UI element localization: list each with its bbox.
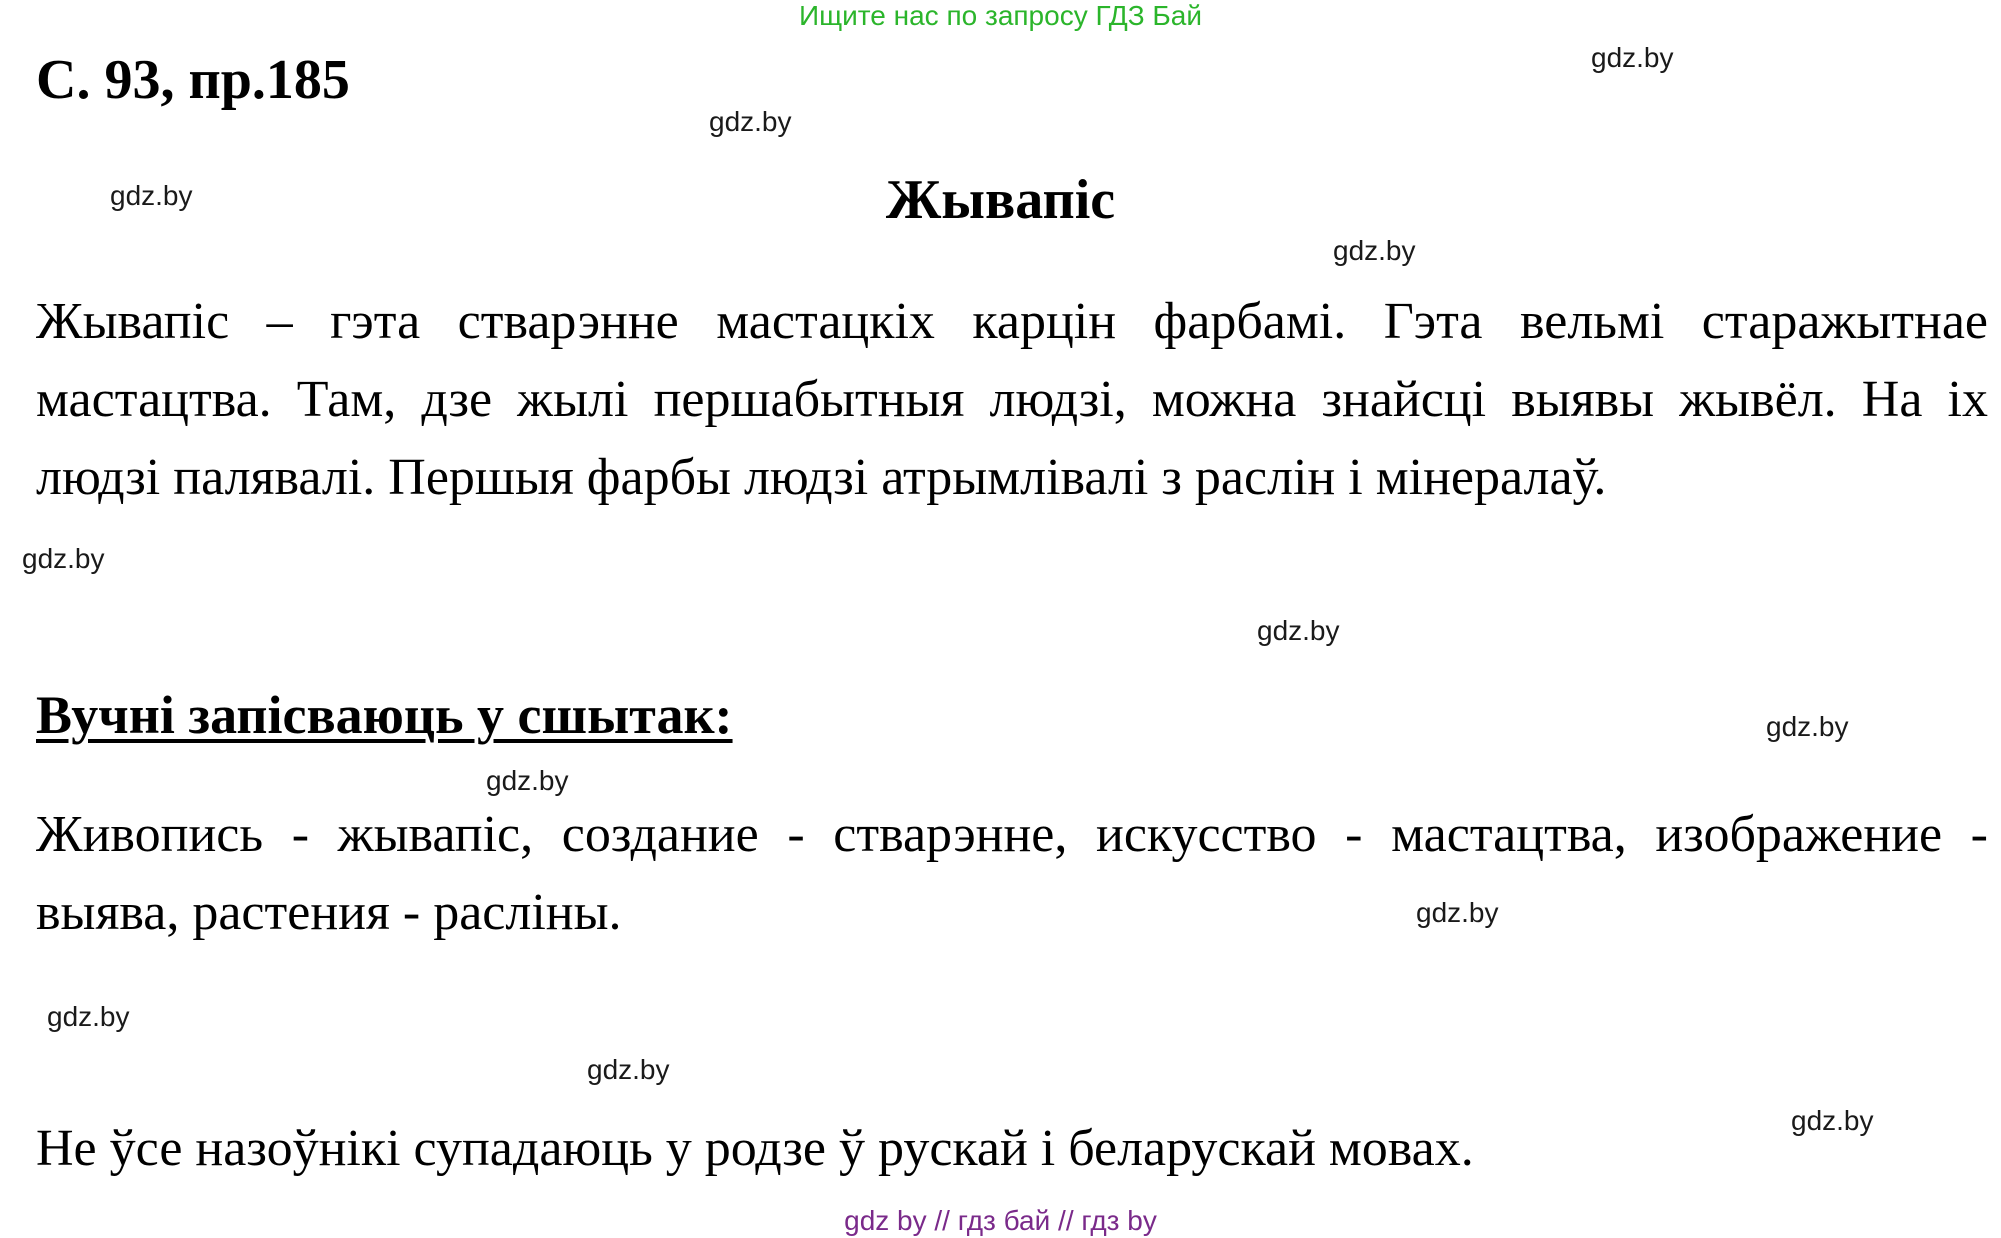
main-paragraph: Жывапіс – гэта стварэнне мастацкіх карцін фарбамі. Гэта вельмі старажытнае мастацтва. Там, дзе жылі першабытныя людзі, можна знайсці выявы жывёл. На іх людзі палявалі. Першыя фарбы людзі атрымлівалі з раслін і мінералаў.	[36, 293, 1988, 506]
search-banner: Ищите нас по запросу ГДЗ Бай	[798, 0, 1203, 31]
watermark: gdz.by	[1791, 1105, 1874, 1136]
watermark: gdz.by	[709, 106, 792, 137]
watermark: gdz.by	[486, 765, 569, 796]
watermark: gdz.by	[22, 543, 105, 574]
note-paragraph: Не ўсе назоўнікі супадаюць у родзе ў рускай і беларускай мовах.	[36, 1120, 1474, 1177]
footer-watermark: gdz by // гдз бай // гдз by	[844, 1205, 1157, 1236]
watermark: gdz.by	[587, 1054, 670, 1085]
page-reference-heading: С. 93, пр.185	[36, 49, 350, 111]
watermark: gdz.by	[1591, 42, 1674, 73]
watermark: gdz.by	[1257, 615, 1340, 646]
vocabulary-paragraph: Живопись - жывапіс, создание - стварэнне, искусство - мастацтва, изображение - выява, растения - расліны.	[36, 806, 1988, 941]
watermark: gdz.by	[47, 1001, 130, 1032]
text-title: Жывапіс	[885, 169, 1116, 231]
watermark: gdz.by	[110, 180, 193, 211]
notebook-subheading: Вучні запісваюць у сшытак:	[36, 685, 733, 745]
watermark: gdz.by	[1416, 897, 1499, 928]
watermark: gdz.by	[1333, 235, 1416, 266]
watermark: gdz.by	[1766, 711, 1849, 742]
